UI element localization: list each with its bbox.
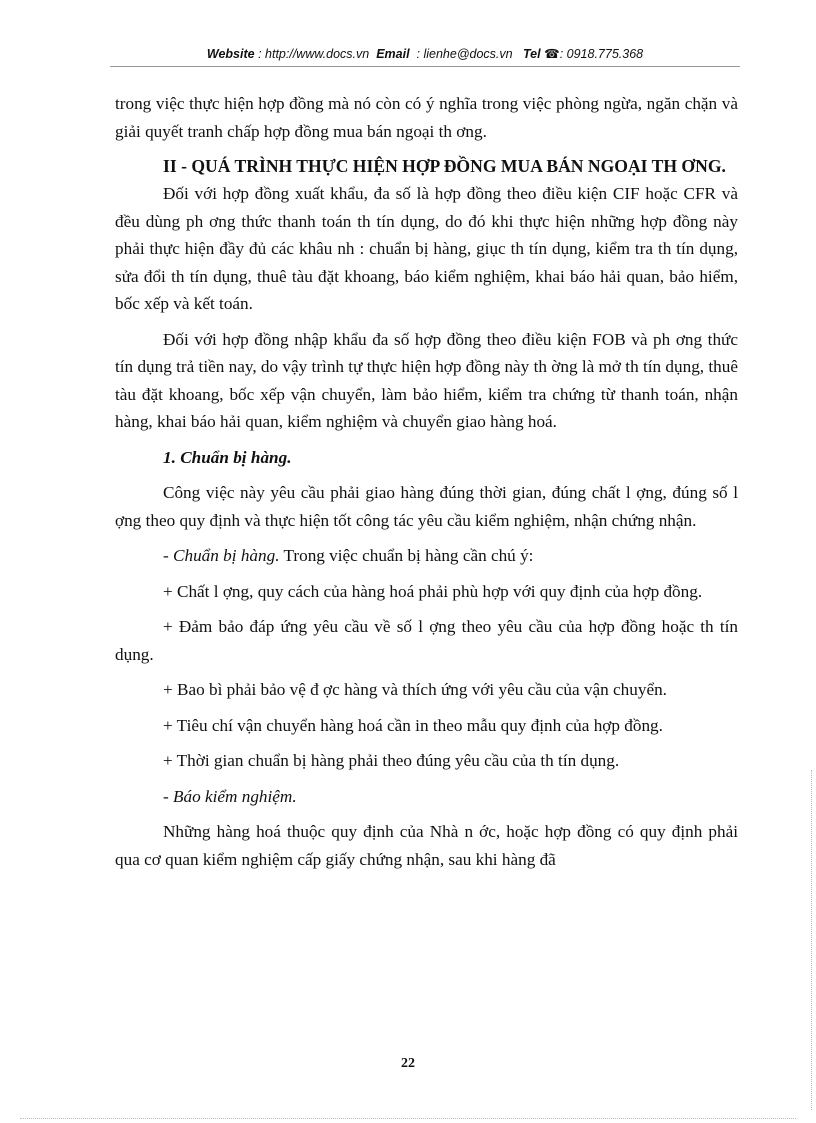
email-label: Email bbox=[376, 47, 410, 61]
paragraph-inspection: Những hàng hoá thuộc quy định của Nhà n ớc, hoặc hợp đồng có quy định phải qua cơ quan kiểm nghiệm cấp giấy chứng nhận, sau khi hàng đã bbox=[115, 822, 738, 869]
paragraph-export: Đối với hợp đồng xuất khẩu, đa số là hợp đồng theo điều kiện CIF hoặc CFR và đều dùng ph ơng thức thanh toán th tín dụng, do đó khi thực hiện những hợp đồng này phải thực hiện đầy đủ các khâu nh : chuẩn bị hàng, giục th tín dụng, kiểm tra th tín dụng, sửa đổi th tín dụng, thuê tàu đặt khoang, báo kiểm nghiệm, khai báo hải quan, bảo hiểm, bốc xếp và kết toán. bbox=[115, 184, 738, 313]
bullet-marking: + Tiêu chí vận chuyển hàng hoá cần in theo mẫu quy định của hợp đồng. bbox=[163, 715, 663, 735]
footer-divider bbox=[20, 1118, 796, 1119]
tel-value: : 0918.775.368 bbox=[559, 47, 644, 61]
telephone-icon: ☎ bbox=[544, 47, 560, 61]
bullet-packaging: + Bao bì phải bảo vệ đ ợc hàng và thích ứng với yêu cầu của vận chuyển. bbox=[163, 680, 667, 699]
bullet-quantity: + Đảm bảo đáp ứng yêu cầu về số l ợng theo yêu cầu của hợp đồng hoặc th tín dụng. bbox=[115, 617, 738, 664]
page-body bbox=[115, 90, 738, 873]
side-divider bbox=[811, 770, 812, 1110]
paragraph-import: Đối với hợp đồng nhập khẩu đa số hợp đồng theo điều kiện FOB và ph ơng thức tín dụng trả tiền nay, do vậy trình tự thực hiện hợp đồng này th ờng là mở th tín dụng, thuê tàu đặt khoang, bốc xếp vận chuyển, làm bảo hiểm, kiểm tra chứng từ thanh toán, nhận hàng, khai báo hải quan, kiểm nghiệm và chuyển giao hàng hoá. bbox=[115, 329, 738, 431]
prepare-goods-text: Trong việc chuẩn bị hàng cần chú ý: bbox=[279, 546, 534, 565]
bullet-timing: + Thời gian chuẩn bị hàng phải theo đúng yêu cầu của th tín dụng. bbox=[163, 751, 620, 770]
subsection-heading: 1. Chuẩn bị hàng. bbox=[163, 447, 292, 467]
website-value: : http://www.docs.vn bbox=[258, 47, 370, 61]
page-header bbox=[110, 46, 740, 61]
email-value: : lienhe@docs.vn bbox=[416, 47, 513, 61]
tel-label: Tel bbox=[523, 47, 541, 61]
paragraph-requirements: Công việc này yêu cầu phải giao hàng đúng thời gian, đúng chất l ợng, đúng số l ợng theo quy định và thực hiện tốt công tác yêu cầu kiểm nghiệm, nhận chứng nhận. bbox=[115, 483, 738, 530]
section-heading: II - QUÁ TRÌNH THỰC HIỆN HỢP ĐỒNG MUA BÁN NGOẠI TH ƠNG. bbox=[163, 156, 726, 176]
website-label: Website bbox=[206, 47, 255, 61]
paragraph-intro: trong việc thực hiện hợp đồng mà nó còn có ý nghĩa trong việc phòng ngừa, ngăn chặn và giải quyết tranh chấp hợp đồng mua bán ngoại th ơng. bbox=[115, 94, 738, 141]
prepare-goods-label: - Chuẩn bị hàng. bbox=[163, 546, 280, 565]
bullet-quality: + Chất l ợng, quy cách của hàng hoá phải phù hợp với quy định của hợp đồng. bbox=[163, 581, 703, 601]
paragraph-prepare-goods bbox=[115, 542, 738, 570]
page-number: 22 bbox=[401, 1056, 415, 1071]
inspection-label: - Báo kiểm nghiệm. bbox=[163, 786, 297, 806]
header-divider bbox=[110, 66, 740, 67]
